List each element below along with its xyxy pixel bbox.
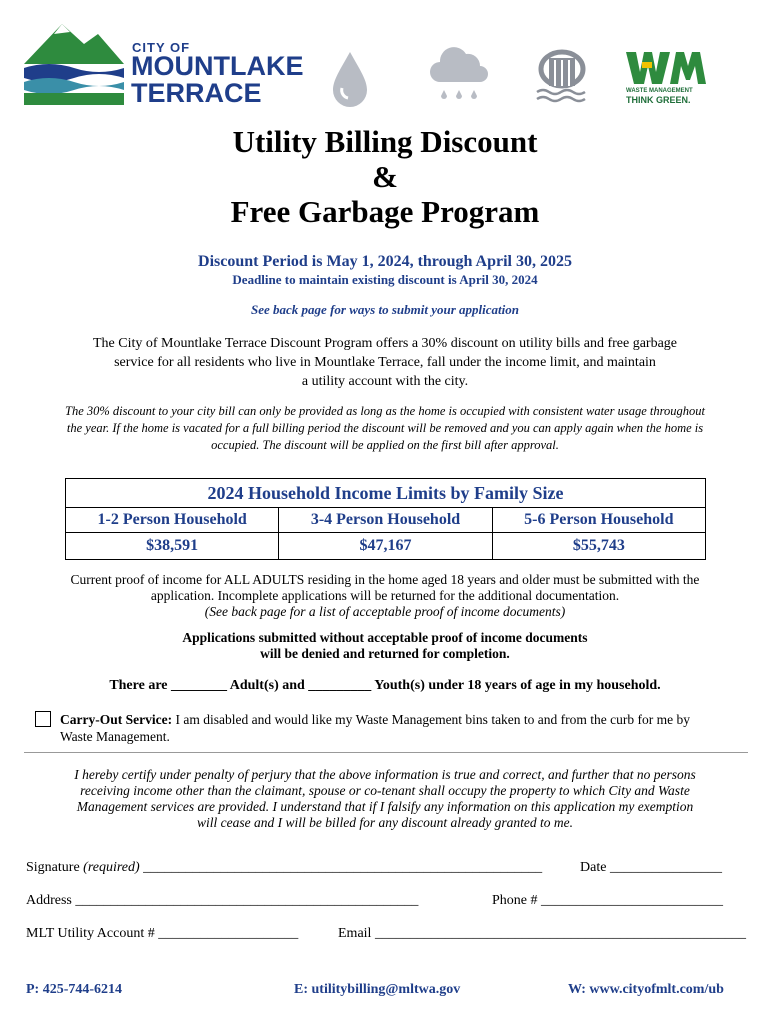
- mountain-logo-icon: [24, 20, 124, 110]
- signature-required: (required): [83, 860, 140, 875]
- warning-line: Applications submitted without acceptable proof of income documents: [182, 630, 588, 645]
- table-cell: $47,167: [279, 533, 492, 560]
- occupancy-note: occupied. The discount will be applied on the first bill after approval.: [211, 438, 559, 452]
- account-label: MLT Utility Account #: [26, 926, 155, 941]
- date-field[interactable]: [580, 860, 722, 876]
- income-limits-table: [65, 478, 706, 560]
- wm-logo-icon: [622, 48, 712, 108]
- signature-label: Signature: [26, 860, 80, 875]
- table-header: 5-6 Person Household: [492, 508, 705, 533]
- intro-line: The City of Mountlake Terrace Discount Program offers a 30% discount on utility bills and free garbage: [92, 336, 677, 351]
- phone-field[interactable]: [492, 893, 723, 909]
- email-label: Email: [338, 926, 372, 941]
- certify-line: Management services are provided. I understand that if I falsify any information on this application my exemption: [76, 799, 694, 814]
- water-drop-icon: [330, 50, 370, 108]
- proof-line: (See back page for a list of acceptable proof of income documents): [204, 604, 566, 619]
- footer-website[interactable]: W: www.cityofmlt.com/ub: [568, 982, 724, 997]
- address-label: Address: [26, 893, 72, 908]
- account-field[interactable]: [26, 926, 298, 942]
- household-count-line[interactable]: There are ________ Adult(s) and _________ Youth(s) under 18 years of age in my household.: [109, 678, 661, 693]
- occupancy-note: The 30% discount to your city bill can only be provided as long as the home is occupied with consistent water usage throughout: [65, 404, 705, 418]
- date-label: Date: [580, 860, 607, 875]
- table-caption: 2024 Household Income Limits by Family Size: [66, 479, 706, 508]
- proof-line: application. Incomplete applications will be returned for the additional documentation.: [150, 588, 620, 603]
- title-ampersand: &: [372, 159, 398, 194]
- intro-line: service for all residents who live in Mountlake Terrace, fall under the income limit, and maintain: [114, 355, 656, 370]
- table-header: 1-2 Person Household: [66, 508, 279, 533]
- footer-email[interactable]: E: utilitybilling@mltwa.gov: [294, 982, 461, 997]
- date-line[interactable]: ________________: [609, 860, 722, 875]
- proof-line: Current proof of income for ALL ADULTS residing in the home aged 18 years and older must be submitted with the: [70, 572, 700, 587]
- title-line1: Utility Billing Discount: [232, 124, 538, 159]
- account-line[interactable]: ____________________: [158, 926, 299, 941]
- signature-line[interactable]: _________________________________________________________: [143, 860, 543, 875]
- certify-line: will cease and I will be billed for any discount already granted to me.: [197, 815, 573, 830]
- address-field[interactable]: [26, 893, 418, 909]
- carry-out-desc: I am disabled and would like my Waste Management bins taken to and from the curb for me by: [172, 712, 690, 727]
- phone-line[interactable]: __________________________: [541, 893, 723, 908]
- city-name-line2: TERRACE: [131, 78, 262, 108]
- address-line[interactable]: _________________________________________________: [75, 893, 419, 908]
- occupancy-note: the year. If the home is vacated for a full billing period the discount will be removed and you can apply again when the home is: [66, 421, 704, 435]
- carry-out-label: Carry-Out Service:: [60, 712, 173, 727]
- sewer-pipe-icon: [535, 48, 589, 106]
- footer-phone[interactable]: P: 425-744-6214: [26, 982, 123, 997]
- carry-out-desc: Waste Management.: [60, 729, 170, 744]
- wm-tagline: THINK GREEN.: [626, 95, 691, 105]
- discount-period: Discount Period is May 1, 2024, through April 30, 2025: [198, 253, 572, 270]
- deadline: Deadline to maintain existing discount is April 30, 2024: [232, 272, 538, 287]
- email-field[interactable]: [338, 926, 746, 942]
- table-cell: $55,743: [492, 533, 705, 560]
- signature-field[interactable]: [26, 860, 542, 876]
- see-back-note: See back page for ways to submit your application: [251, 302, 519, 317]
- certify-line: I hereby certify under penalty of perjury that the above information is true and correct, and further that no persons: [74, 767, 696, 782]
- email-line[interactable]: _____________________________________________________: [374, 926, 746, 941]
- phone-label: Phone #: [492, 893, 538, 908]
- city-of-label: CITY OF: [132, 40, 191, 55]
- city-logo: [24, 20, 304, 110]
- divider: [24, 752, 748, 753]
- rain-cloud-icon: [428, 44, 490, 106]
- title-line3: Free Garbage Program: [230, 194, 540, 229]
- city-name-line1: MOUNTLAKE: [131, 51, 304, 81]
- carry-out-checkbox[interactable]: [35, 711, 51, 727]
- carry-out-text: [60, 711, 690, 745]
- table-cell: $38,591: [66, 533, 279, 560]
- table-header: 3-4 Person Household: [279, 508, 492, 533]
- certify-line: receiving income other than the claimant, spouse or co-tenant shall occupy the property to which City and Waste: [80, 783, 690, 798]
- intro-line: a utility account with the city.: [301, 374, 469, 389]
- wm-small-label: WASTE MANAGEMENT: [626, 88, 693, 94]
- warning-line: will be denied and returned for completion.: [260, 646, 510, 661]
